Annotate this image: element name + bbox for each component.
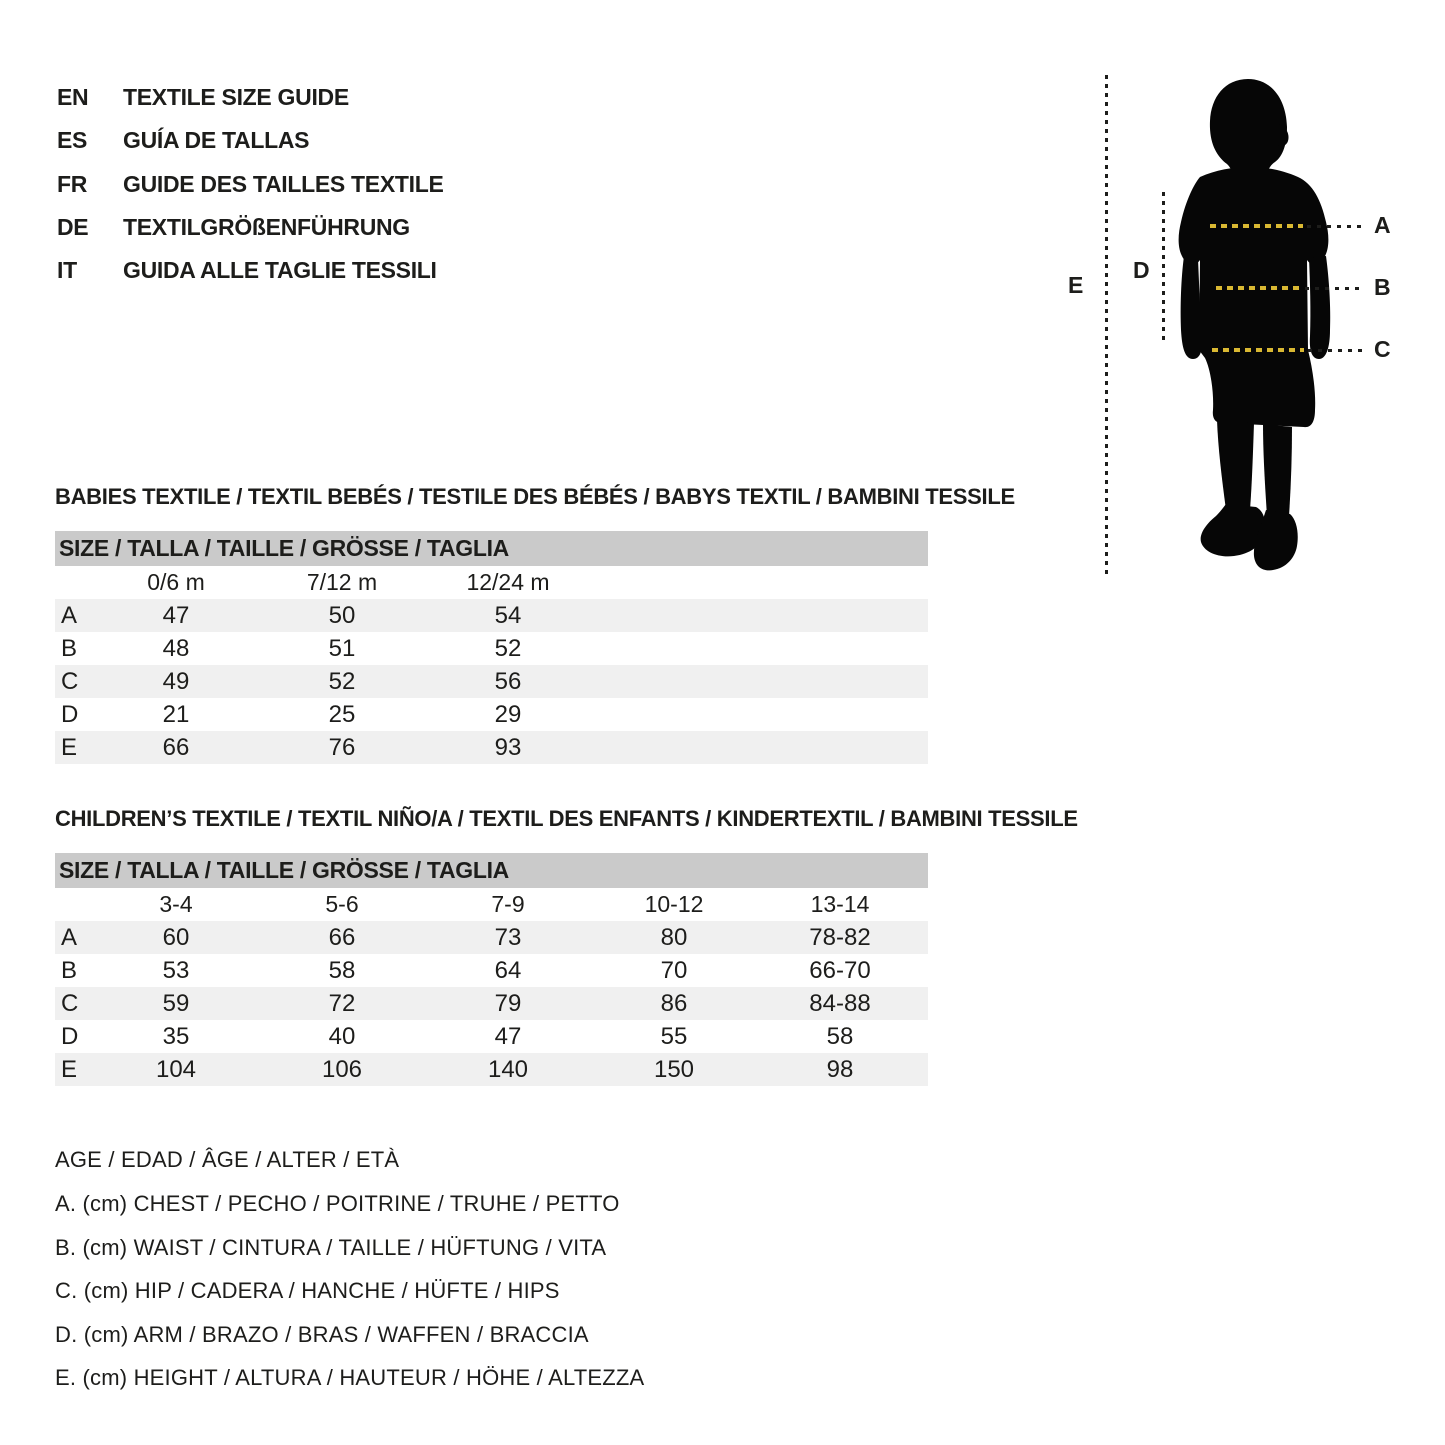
language-title: GUIDE DES TAILLES TEXTILE [123, 171, 444, 197]
height-measure-line-e [1105, 75, 1108, 577]
babies-column-header-row [55, 566, 928, 599]
diagram-label-b: B [1374, 274, 1391, 300]
language-title: GUIDA ALLE TAGLIE TESSILI [123, 257, 437, 283]
diagram-label-c: C [1374, 336, 1391, 362]
table-cell: 49 [162, 667, 190, 695]
table-cell: 58 [328, 956, 356, 984]
language-title: GUÍA DE TALLAS [123, 127, 310, 153]
table-row-b [55, 632, 928, 665]
table-cell: 55 [660, 1022, 688, 1050]
measurement-legend [55, 1147, 855, 1417]
table-cell: 53 [162, 956, 190, 984]
language-code: IT [57, 257, 77, 283]
arm-measure-line-d [1162, 192, 1165, 345]
diagram-label-e: E [1068, 272, 1084, 298]
table-cell: 66 [162, 733, 190, 761]
hip-measure-dots-c [1308, 349, 1363, 352]
column-header: 3-4 [159, 891, 193, 917]
column-header: 5-6 [325, 891, 359, 917]
language-title: TEXTILE SIZE GUIDE [123, 84, 349, 110]
language-code: ES [57, 127, 88, 153]
babies-size-header-bar: SIZE / TALLA / TAILLE / GRÖSSE / TAGLIA [55, 531, 928, 566]
row-label: A [61, 601, 78, 629]
waist-measure-dots-b [1305, 287, 1363, 290]
language-code: EN [57, 84, 89, 110]
table-cell: 25 [328, 700, 356, 728]
table-cell: 59 [162, 989, 190, 1017]
column-header: 0/6 m [147, 569, 205, 595]
chest-measure-dashes-a [1210, 224, 1303, 228]
table-cell: 84-88 [809, 989, 871, 1017]
table-cell: 47 [162, 601, 190, 629]
language-row-en [57, 84, 349, 127]
row-label: B [61, 634, 78, 662]
children-size-table [55, 853, 928, 1086]
table-cell: 56 [494, 667, 522, 695]
diagram-label-d: D [1133, 257, 1150, 283]
table-cell: 54 [494, 601, 522, 629]
table-cell: 86 [660, 989, 688, 1017]
table-cell: 50 [328, 601, 356, 629]
child-silhouette-icon [1170, 78, 1340, 578]
measurement-diagram [1040, 60, 1445, 620]
table-row-c [55, 987, 928, 1020]
language-row-fr [57, 171, 444, 214]
legend-line-waist: B. (cm) WAIST / CINTURA / TAILLE / HÜFTUNG / VITA [55, 1235, 607, 1260]
language-row-de [57, 214, 410, 257]
table-cell: 47 [494, 1022, 522, 1050]
diagram-label-a: A [1374, 212, 1391, 238]
babies-section-heading: BABIES TEXTILE / TEXTIL BEBÉS / TESTILE DES BÉBÉS / BABYS TEXTIL / BAMBINI TESSILE [55, 484, 1015, 509]
table-cell: 58 [826, 1022, 854, 1050]
table-cell: 21 [162, 700, 190, 728]
table-cell: 72 [328, 989, 356, 1017]
table-cell: 80 [660, 923, 688, 951]
table-row-c [55, 665, 928, 698]
column-header: 7-9 [491, 891, 525, 917]
table-cell: 140 [487, 1055, 529, 1083]
chest-measure-dots-a [1307, 225, 1363, 228]
legend-line-hip: C. (cm) HIP / CADERA / HANCHE / HÜFTE / HIPS [55, 1278, 560, 1303]
children-column-header-row [55, 888, 928, 921]
language-code: DE [57, 214, 89, 240]
waist-measure-dashes-b [1216, 286, 1302, 290]
legend-line-chest: A. (cm) CHEST / PECHO / POITRINE / TRUHE / PETTO [55, 1191, 620, 1216]
column-header: 12/24 m [466, 569, 550, 595]
language-title: TEXTILGRÖßENFÜHRUNG [123, 214, 410, 240]
table-row-a [55, 599, 928, 632]
table-cell: 70 [660, 956, 688, 984]
row-label: C [61, 989, 79, 1017]
row-label: E [61, 1055, 78, 1083]
row-label: D [61, 1022, 79, 1050]
legend-line-height: E. (cm) HEIGHT / ALTURA / HAUTEUR / HÖHE / ALTEZZA [55, 1365, 645, 1390]
column-header: 13-14 [810, 891, 870, 917]
table-row-b [55, 954, 928, 987]
table-cell: 73 [494, 923, 522, 951]
row-label: B [61, 956, 78, 984]
table-row-e [55, 731, 928, 764]
table-cell: 48 [162, 634, 190, 662]
table-cell: 29 [494, 700, 522, 728]
table-cell: 93 [494, 733, 522, 761]
column-header: 7/12 m [306, 569, 378, 595]
table-cell: 52 [328, 667, 356, 695]
table-cell: 79 [494, 989, 522, 1017]
language-title-list [57, 84, 657, 314]
table-cell: 150 [653, 1055, 695, 1083]
language-code: FR [57, 171, 88, 197]
row-label: C [61, 667, 79, 695]
table-cell: 52 [494, 634, 522, 662]
table-cell: 51 [328, 634, 356, 662]
table-row-a [55, 921, 928, 954]
children-section-heading: CHILDREN’S TEXTILE / TEXTIL NIÑO/A / TEXTIL DES ENFANTS / KINDERTEXTIL / BAMBINI TESSILE [55, 806, 1078, 831]
hip-measure-dashes-c [1212, 348, 1304, 352]
row-label: D [61, 700, 79, 728]
table-cell: 106 [321, 1055, 363, 1083]
table-cell: 66 [328, 923, 356, 951]
table-cell: 40 [328, 1022, 356, 1050]
table-row-d [55, 698, 928, 731]
row-label: E [61, 733, 78, 761]
column-header: 10-12 [644, 891, 704, 917]
row-label: A [61, 923, 78, 951]
table-cell: 78-82 [809, 923, 871, 951]
legend-line-arm: D. (cm) ARM / BRAZO / BRAS / WAFFEN / BRACCIA [55, 1322, 589, 1347]
table-cell: 66-70 [809, 956, 871, 984]
table-cell: 104 [155, 1055, 197, 1083]
language-row-es [57, 127, 309, 170]
table-cell: 35 [162, 1022, 190, 1050]
children-size-header-bar: SIZE / TALLA / TAILLE / GRÖSSE / TAGLIA [55, 853, 928, 888]
table-cell: 60 [162, 923, 190, 951]
babies-size-table [55, 531, 928, 764]
table-row-d [55, 1020, 928, 1053]
legend-line-age: AGE / EDAD / ÂGE / ALTER / ETÀ [55, 1147, 400, 1172]
table-cell: 98 [826, 1055, 854, 1083]
table-row-e [55, 1053, 928, 1086]
table-cell: 76 [328, 733, 356, 761]
table-cell: 64 [494, 956, 522, 984]
language-row-it [57, 257, 437, 300]
